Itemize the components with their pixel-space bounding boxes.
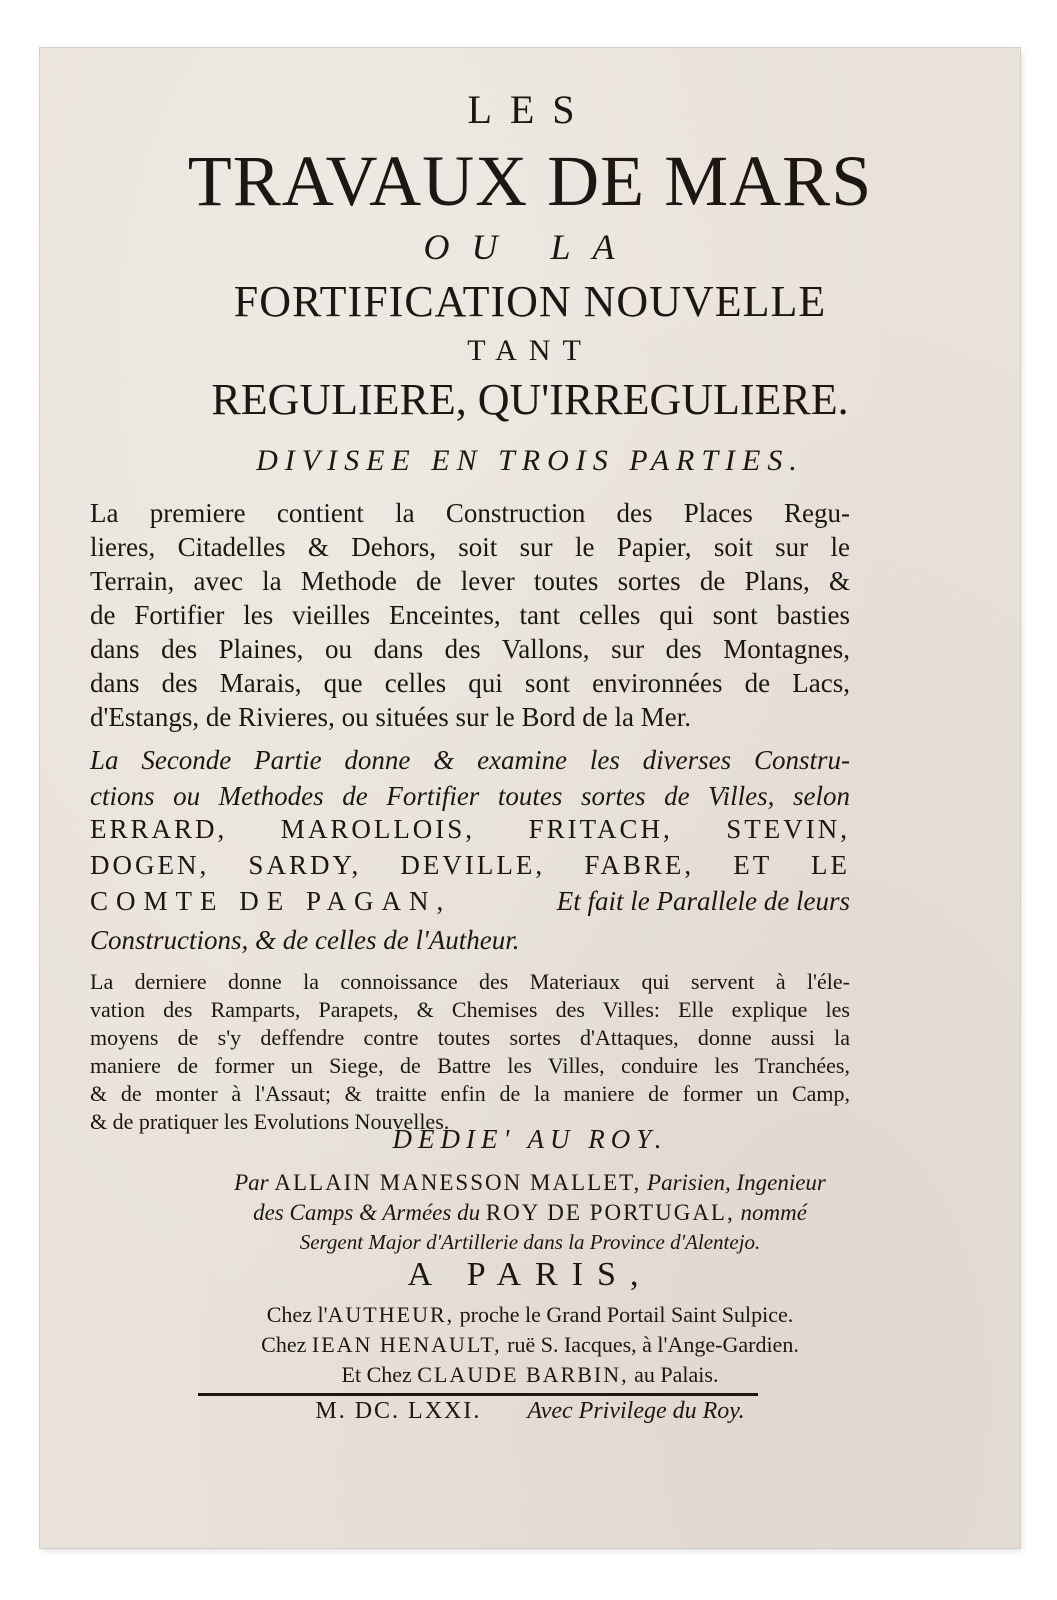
publisher-chez: Chez l' — [266, 1302, 328, 1327]
title-fortification: FORTIFICATION NOUVELLE — [233, 277, 827, 326]
publisher-address: proche le Grand Portail Saint Sulpice. — [459, 1302, 794, 1327]
divisee-heading: DIVISEE EN TROIS PARTIES. — [256, 444, 804, 477]
premiere-line: de Fortifier les vieilles Enceintes, tant celles qui sont basties — [90, 600, 850, 630]
derniere-line: maniere de former un Siege, de Battre les Villes, conduire les Tranchées, — [90, 1053, 850, 1078]
seconde-line: Constructions, & de celles de l'Autheur. — [90, 925, 520, 955]
title-les: LES — [467, 87, 593, 132]
author-title: Parisien, Ingenieur — [647, 1170, 826, 1195]
premiere-line: dans des Plaines, ou dans des Vallons, sur des Montagnes, — [90, 634, 850, 664]
title-main: TRAVAUX DE MARS — [187, 141, 873, 221]
author-par: Par — [234, 1170, 269, 1195]
publisher-chez: Et Chez — [341, 1362, 412, 1387]
derniere-line: La derniere donne la connoissance des Materiaux qui servent à l'éle- — [90, 969, 850, 994]
derniere-line: moyens de s'y deffendre contre toutes sortes d'Attaques, donne aussi la — [90, 1025, 850, 1050]
publisher-line — [40, 1362, 1020, 1388]
seconde-line: ctions ou Methodes de Fortifier toutes sortes de Villes, selon — [90, 781, 850, 811]
publisher-line — [40, 1302, 1020, 1328]
premiere-line: d'Estangs, de Rivieres, ou situées sur le Bord de la Mer. — [90, 702, 692, 732]
seconde-caps-line: ERRARD, MAROLLOIS, FRITACH, STEVIN, — [90, 814, 850, 844]
author-camps: des Camps & Armées du — [253, 1200, 481, 1225]
title-reguliere: REGULIERE, QU'IRREGULIERE. — [211, 375, 849, 424]
title-tant: TANT — [467, 334, 593, 367]
parallele-text: Et fait le Parallele de leurs — [556, 886, 850, 916]
publisher-henault: IEAN HENAULT, — [311, 1332, 502, 1357]
publisher-autheur: AUTHEUR, — [327, 1302, 455, 1327]
title-ou-la: OU LA — [423, 227, 637, 267]
derniere-line: & de monter à l'Assaut; & traitte enfin de la maniere de former un Camp, — [90, 1081, 850, 1106]
publisher-chez: Chez — [261, 1332, 307, 1357]
publisher-address: au Palais. — [634, 1362, 719, 1387]
publisher-barbin: CLAUDE BARBIN, — [417, 1362, 629, 1387]
imprint-city: A PARIS, — [407, 1256, 653, 1293]
author-nomme: nommé — [740, 1200, 807, 1225]
premiere-line: dans des Marais, que celles qui sont environnées de Lacs, — [90, 668, 850, 698]
author-king: ROY DE PORTUGAL, — [485, 1200, 735, 1225]
seconde-line-5 — [90, 886, 850, 917]
imprint-rule — [198, 1393, 758, 1396]
author-line — [40, 1170, 1020, 1196]
publisher-line — [40, 1332, 1020, 1358]
derniere-line: & de pratiquer les Evolutions Nouvelles. — [90, 1109, 450, 1134]
imprint-line — [40, 1398, 1020, 1425]
dedication: DEDIE' AU ROY. — [392, 1124, 668, 1154]
seconde-caps-line: DOGEN, SARDY, DEVILLE, FABRE, ET LE — [90, 850, 850, 880]
premiere-line: La premiere contient la Construction des Places Regu- — [90, 498, 850, 528]
author-name: ALLAIN MANESSON MALLET, — [274, 1170, 642, 1195]
publisher-address: ruë S. Iacques, à l'Ange-Gardien. — [507, 1332, 799, 1357]
author-line: Sergent Major d'Artillerie dans la Province d'Alentejo. — [299, 1230, 761, 1254]
imprint-date: M. DC. LXXI. — [315, 1398, 482, 1424]
pagan-caps: COMTE DE PAGAN, — [90, 886, 452, 916]
seconde-line: La Seconde Partie donne & examine les diverses Constru- — [90, 745, 850, 775]
premiere-line: Terrain, avec la Methode de lever toutes sortes de Plans, & — [90, 566, 850, 596]
author-line — [40, 1200, 1020, 1226]
imprint-privilege: Avec Privilege du Roy. — [527, 1398, 745, 1424]
premiere-line: lieres, Citadelles & Dehors, soit sur le Papier, soit sur le — [90, 532, 850, 562]
title-page — [40, 48, 1020, 1548]
derniere-line: vation des Ramparts, Parapets, & Chemises des Villes: Elle explique les — [90, 997, 850, 1022]
